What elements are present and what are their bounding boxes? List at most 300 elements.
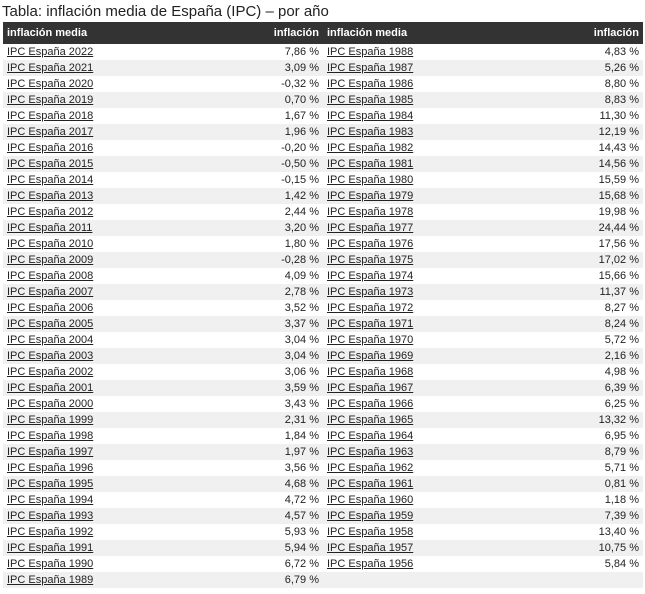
left-value-cell xyxy=(113,156,323,172)
inflation-value: 5,71 % xyxy=(604,462,639,474)
year-link[interactable]: IPC España 2011 xyxy=(7,222,93,234)
inflation-value: 4,57 % xyxy=(284,510,319,522)
left-value-cell xyxy=(113,508,323,524)
inflation-value: 2,16 % xyxy=(604,350,639,362)
table-title: Tabla: inflación media de España (IPC) – por año xyxy=(2,3,329,20)
right-label-cell xyxy=(323,236,433,252)
inflation-value: 1,97 % xyxy=(284,446,319,458)
inflation-value: 12,19 % xyxy=(598,126,639,138)
left-label-cell xyxy=(3,428,113,444)
inflation-value: 14,56 % xyxy=(598,158,639,170)
right-value-cell xyxy=(433,396,643,412)
left-value-cell xyxy=(113,428,323,444)
year-link[interactable]: IPC España 2007 xyxy=(7,286,94,298)
year-link[interactable]: IPC España 2008 xyxy=(7,270,94,282)
left-value-cell xyxy=(113,412,323,428)
left-label-cell xyxy=(3,444,113,460)
table-row xyxy=(3,252,643,268)
year-link[interactable]: IPC España 1988 xyxy=(327,46,414,58)
table-row xyxy=(3,492,643,508)
inflation-value: 8,27 % xyxy=(604,302,639,314)
inflation-value: 3,59 % xyxy=(284,382,319,394)
table-row xyxy=(3,284,643,300)
left-label-cell xyxy=(3,364,113,380)
right-value-cell xyxy=(433,428,643,444)
left-label-cell xyxy=(3,108,113,124)
year-link[interactable]: IPC España 1958 xyxy=(327,526,414,538)
right-value-cell xyxy=(433,124,643,140)
right-value-cell xyxy=(433,444,643,460)
year-link[interactable]: IPC España 1976 xyxy=(327,238,414,250)
right-label-cell xyxy=(323,252,433,268)
inflation-value: 3,37 % xyxy=(284,318,319,330)
left-value-cell xyxy=(113,268,323,284)
year-link[interactable]: IPC España 1983 xyxy=(327,126,414,138)
left-value-cell xyxy=(113,444,323,460)
right-label-cell xyxy=(323,508,433,524)
inflation-value: 7,39 % xyxy=(604,510,639,522)
right-label-cell xyxy=(323,204,433,220)
inflation-value: 4,09 % xyxy=(284,270,319,282)
year-link[interactable]: IPC España 1994 xyxy=(7,494,94,506)
inflation-value: 2,31 % xyxy=(284,414,319,426)
year-link[interactable]: IPC España 2020 xyxy=(7,78,94,90)
year-link[interactable]: IPC España 1966 xyxy=(327,398,414,410)
year-link[interactable]: IPC España 1990 xyxy=(7,558,94,570)
year-link[interactable]: IPC España 1985 xyxy=(327,94,414,106)
year-link[interactable]: IPC España 2000 xyxy=(7,398,94,410)
left-label-cell xyxy=(3,540,113,556)
left-label-cell xyxy=(3,460,113,476)
right-label-cell xyxy=(323,124,433,140)
right-label-cell xyxy=(323,300,433,316)
table-row xyxy=(3,172,643,188)
left-label-cell xyxy=(3,380,113,396)
right-label-cell xyxy=(323,284,433,300)
left-value-cell xyxy=(113,316,323,332)
table-row xyxy=(3,76,643,92)
right-value-cell xyxy=(433,332,643,348)
year-link[interactable]: IPC España 1973 xyxy=(327,286,414,298)
year-link[interactable]: IPC España 1989 xyxy=(7,574,94,586)
right-label-cell xyxy=(323,524,433,540)
left-label-cell xyxy=(3,172,113,188)
year-link[interactable]: IPC España 2009 xyxy=(7,254,94,266)
year-link[interactable]: IPC España 2022 xyxy=(7,46,94,58)
right-label-cell xyxy=(323,476,433,492)
table-row xyxy=(3,236,643,252)
left-value-cell xyxy=(113,492,323,508)
inflation-value: 1,84 % xyxy=(284,430,319,442)
inflation-value: -0,15 % xyxy=(281,174,319,186)
left-label-cell xyxy=(3,92,113,108)
right-value-cell xyxy=(433,204,643,220)
inflation-value: 3,04 % xyxy=(284,350,319,362)
left-label-cell xyxy=(3,508,113,524)
inflation-value: 5,84 % xyxy=(604,558,639,570)
right-label-cell xyxy=(323,44,433,60)
year-link[interactable]: IPC España 2003 xyxy=(7,350,94,362)
year-link[interactable]: IPC España 1968 xyxy=(327,366,414,378)
inflation-value: 3,06 % xyxy=(284,366,319,378)
left-label-cell xyxy=(3,44,113,60)
left-value-cell xyxy=(113,76,323,92)
inflation-value: 0,81 % xyxy=(604,478,639,490)
year-link[interactable]: IPC España 1959 xyxy=(327,510,414,522)
right-label-cell xyxy=(323,268,433,284)
left-value-cell xyxy=(113,172,323,188)
header-value-right: inflación xyxy=(433,22,643,44)
inflation-value: 6,95 % xyxy=(604,430,639,442)
table-row xyxy=(3,92,643,108)
right-value-cell xyxy=(433,284,643,300)
inflation-value: 3,04 % xyxy=(284,334,319,346)
year-link[interactable]: IPC España 1963 xyxy=(327,446,414,458)
table-row xyxy=(3,476,643,492)
left-label-cell xyxy=(3,60,113,76)
year-link[interactable]: IPC España 1957 xyxy=(327,542,414,554)
inflation-value: 8,80 % xyxy=(604,78,639,90)
right-value-cell xyxy=(433,220,643,236)
left-label-cell xyxy=(3,492,113,508)
right-value-cell xyxy=(433,188,643,204)
right-value-cell xyxy=(433,140,643,156)
inflation-value: 8,79 % xyxy=(604,446,639,458)
year-link[interactable]: IPC España 1978 xyxy=(327,206,414,218)
year-link[interactable]: IPC España 1984 xyxy=(327,110,414,122)
inflation-value: -0,20 % xyxy=(281,142,319,154)
right-value-cell xyxy=(433,252,643,268)
inflation-value: 5,26 % xyxy=(604,62,639,74)
right-value-cell xyxy=(433,156,643,172)
inflation-value: 6,39 % xyxy=(604,382,639,394)
inflation-value: 24,44 % xyxy=(598,222,639,234)
right-value-cell xyxy=(433,348,643,364)
left-value-cell xyxy=(113,204,323,220)
year-link[interactable]: IPC España 1986 xyxy=(327,78,414,90)
table-row xyxy=(3,220,643,236)
year-link[interactable]: IPC España 1999 xyxy=(7,414,94,426)
left-value-cell xyxy=(113,540,323,556)
left-value-cell xyxy=(113,236,323,252)
table-row xyxy=(3,124,643,140)
left-label-cell xyxy=(3,524,113,540)
year-link[interactable]: IPC España 2006 xyxy=(7,302,94,314)
table-row xyxy=(3,300,643,316)
left-value-cell xyxy=(113,140,323,156)
year-link[interactable]: IPC España 2005 xyxy=(7,318,94,330)
table-row xyxy=(3,572,643,588)
year-link[interactable]: IPC España 1977 xyxy=(327,222,414,234)
right-label-cell xyxy=(323,108,433,124)
inflation-value: 3,20 % xyxy=(284,222,319,234)
table-row xyxy=(3,460,643,476)
inflation-value: 6,25 % xyxy=(604,398,639,410)
year-link[interactable]: IPC España 1967 xyxy=(327,382,414,394)
inflation-value: 10,75 % xyxy=(598,542,639,554)
year-link[interactable]: IPC España 1975 xyxy=(327,254,414,266)
inflation-value: -0,28 % xyxy=(281,254,319,266)
year-link[interactable]: IPC España 2001 xyxy=(7,382,94,394)
inflation-value: -0,50 % xyxy=(281,158,319,170)
year-link[interactable]: IPC España 2019 xyxy=(7,94,94,106)
right-label-cell xyxy=(323,428,433,444)
year-link[interactable]: IPC España 1971 xyxy=(327,318,414,330)
inflation-value: 19,98 % xyxy=(598,206,639,218)
right-value-cell xyxy=(433,300,643,316)
inflation-value: 4,83 % xyxy=(604,46,639,58)
right-value-cell xyxy=(433,492,643,508)
left-label-cell xyxy=(3,252,113,268)
table-row xyxy=(3,364,643,380)
year-link[interactable]: IPC España 1996 xyxy=(7,462,94,474)
left-value-cell xyxy=(113,188,323,204)
left-value-cell xyxy=(113,124,323,140)
right-label-cell xyxy=(323,60,433,76)
inflation-value: 8,24 % xyxy=(604,318,639,330)
inflation-value: 1,67 % xyxy=(284,110,319,122)
right-value-cell xyxy=(433,268,643,284)
header-row xyxy=(3,22,643,44)
right-label-cell xyxy=(323,156,433,172)
table-row xyxy=(3,380,643,396)
inflation-value: 4,98 % xyxy=(604,366,639,378)
year-link[interactable]: IPC España 1980 xyxy=(327,174,414,186)
left-value-cell xyxy=(113,380,323,396)
right-label-cell xyxy=(323,540,433,556)
inflation-value: -0,32 % xyxy=(281,78,319,90)
left-value-cell xyxy=(113,92,323,108)
left-value-cell xyxy=(113,396,323,412)
table-row xyxy=(3,396,643,412)
left-label-cell xyxy=(3,76,113,92)
left-value-cell xyxy=(113,556,323,572)
inflation-value: 13,32 % xyxy=(598,414,639,426)
table-row xyxy=(3,188,643,204)
left-label-cell xyxy=(3,412,113,428)
right-label-cell xyxy=(323,412,433,428)
inflation-value: 11,30 % xyxy=(599,110,639,122)
left-label-cell xyxy=(3,124,113,140)
table-row xyxy=(3,332,643,348)
header-value-left: inflación xyxy=(113,22,323,44)
left-value-cell xyxy=(113,524,323,540)
table-row xyxy=(3,556,643,572)
right-label-cell xyxy=(323,492,433,508)
right-label-cell xyxy=(323,444,433,460)
year-link[interactable]: IPC España 1965 xyxy=(327,414,414,426)
left-value-cell xyxy=(113,60,323,76)
left-value-cell xyxy=(113,300,323,316)
year-link[interactable]: IPC España 2018 xyxy=(7,110,94,122)
inflation-value: 5,94 % xyxy=(284,542,319,554)
year-link[interactable]: IPC España 1974 xyxy=(327,270,414,282)
year-link[interactable]: IPC España 1979 xyxy=(327,190,414,202)
inflation-value: 7,86 % xyxy=(284,46,319,58)
right-value-cell xyxy=(433,380,643,396)
right-label-cell xyxy=(323,460,433,476)
right-value-cell xyxy=(433,236,643,252)
right-value-cell xyxy=(433,412,643,428)
inflation-value: 3,52 % xyxy=(284,302,319,314)
header-name-left: inflación media xyxy=(3,22,113,44)
left-value-cell xyxy=(113,348,323,364)
inflation-value: 11,37 % xyxy=(599,286,639,298)
left-label-cell xyxy=(3,348,113,364)
table-row xyxy=(3,444,643,460)
right-value-cell xyxy=(433,540,643,556)
right-value-cell xyxy=(433,476,643,492)
left-label-cell xyxy=(3,268,113,284)
year-link[interactable]: IPC España 1956 xyxy=(327,558,414,570)
left-label-cell xyxy=(3,156,113,172)
left-label-cell xyxy=(3,284,113,300)
left-label-cell xyxy=(3,220,113,236)
header-name-right: inflación media xyxy=(323,22,433,44)
left-value-cell xyxy=(113,220,323,236)
left-label-cell xyxy=(3,300,113,316)
inflation-value: 3,09 % xyxy=(284,62,319,74)
year-link[interactable]: IPC España 1981 xyxy=(327,158,414,170)
left-label-cell xyxy=(3,396,113,412)
inflation-value: 1,80 % xyxy=(284,238,319,250)
left-label-cell xyxy=(3,332,113,348)
right-value-cell xyxy=(433,556,643,572)
inflation-value: 5,93 % xyxy=(284,526,319,538)
table-row xyxy=(3,204,643,220)
inflation-value: 2,78 % xyxy=(284,286,319,298)
right-value-cell xyxy=(433,108,643,124)
year-link[interactable]: IPC España 2015 xyxy=(7,158,94,170)
year-link[interactable]: IPC España 1961 xyxy=(327,478,414,490)
table-row xyxy=(3,412,643,428)
right-label-cell xyxy=(323,92,433,108)
left-value-cell xyxy=(113,44,323,60)
right-value-cell xyxy=(433,508,643,524)
table-row xyxy=(3,140,643,156)
inflation-value: 1,96 % xyxy=(284,126,319,138)
inflation-value: 17,56 % xyxy=(598,238,639,250)
table-row xyxy=(3,508,643,524)
table-row xyxy=(3,268,643,284)
left-label-cell xyxy=(3,572,113,588)
year-link[interactable]: IPC España 1964 xyxy=(327,430,414,442)
left-value-cell xyxy=(113,284,323,300)
year-link[interactable]: IPC España 2014 xyxy=(7,174,94,186)
right-label-cell xyxy=(323,332,433,348)
right-label-cell xyxy=(323,140,433,156)
inflation-value: 6,72 % xyxy=(284,558,319,570)
right-label-cell xyxy=(323,380,433,396)
year-link[interactable]: IPC España 2013 xyxy=(7,190,94,202)
table-row xyxy=(3,524,643,540)
year-link[interactable]: IPC España 2010 xyxy=(7,238,94,250)
inflation-value: 14,43 % xyxy=(598,142,639,154)
inflation-value: 8,83 % xyxy=(604,94,639,106)
right-value-cell xyxy=(433,316,643,332)
year-link[interactable]: IPC España 1972 xyxy=(327,302,414,314)
right-label-cell xyxy=(323,316,433,332)
inflation-value: 15,68 % xyxy=(598,190,639,202)
right-label-cell xyxy=(323,76,433,92)
inflation-value: 1,18 % xyxy=(604,494,639,506)
table-row xyxy=(3,44,643,60)
table-row xyxy=(3,316,643,332)
left-value-cell xyxy=(113,476,323,492)
inflation-value: 0,70 % xyxy=(284,94,319,106)
right-value-cell xyxy=(433,364,643,380)
inflation-value: 15,59 % xyxy=(598,174,639,186)
inflation-value: 1,42 % xyxy=(284,190,319,202)
right-label-cell xyxy=(323,172,433,188)
left-value-cell xyxy=(113,364,323,380)
year-link[interactable]: IPC España 2021 xyxy=(7,62,94,74)
year-link[interactable]: IPC España 1982 xyxy=(327,142,414,154)
year-link[interactable]: IPC España 1995 xyxy=(7,478,94,490)
table-row xyxy=(3,60,643,76)
year-link[interactable]: IPC España 2002 xyxy=(7,366,94,378)
left-label-cell xyxy=(3,188,113,204)
inflation-value: 5,72 % xyxy=(604,334,639,346)
year-link[interactable]: IPC España 1997 xyxy=(7,446,94,458)
table-row xyxy=(3,108,643,124)
year-link[interactable]: IPC España 1969 xyxy=(327,350,414,362)
table-row xyxy=(3,428,643,444)
year-link[interactable]: IPC España 2012 xyxy=(7,206,94,218)
right-value-cell xyxy=(433,572,643,588)
right-value-cell xyxy=(433,460,643,476)
inflation-value: 15,66 % xyxy=(598,270,639,282)
left-label-cell xyxy=(3,204,113,220)
year-link[interactable]: IPC España 1991 xyxy=(7,542,94,554)
left-label-cell xyxy=(3,236,113,252)
year-link[interactable]: IPC España 1970 xyxy=(327,334,414,346)
year-link[interactable]: IPC España 1998 xyxy=(7,430,94,442)
right-label-cell xyxy=(323,396,433,412)
year-link[interactable]: IPC España 2017 xyxy=(7,126,94,138)
left-label-cell xyxy=(3,476,113,492)
inflation-value: 6,79 % xyxy=(284,574,319,586)
year-link[interactable]: IPC España 1962 xyxy=(327,462,414,474)
inflation-value: 4,72 % xyxy=(284,494,319,506)
year-link[interactable]: IPC España 1960 xyxy=(327,494,414,506)
inflation-value: 13,40 % xyxy=(598,526,639,538)
right-label-cell xyxy=(323,188,433,204)
right-value-cell xyxy=(433,172,643,188)
right-label-cell xyxy=(323,364,433,380)
left-label-cell xyxy=(3,316,113,332)
year-link[interactable]: IPC España 2004 xyxy=(7,334,94,346)
right-value-cell xyxy=(433,524,643,540)
left-value-cell xyxy=(113,572,323,588)
table-row xyxy=(3,156,643,172)
year-link[interactable]: IPC España 2016 xyxy=(7,142,94,154)
left-value-cell xyxy=(113,252,323,268)
right-label-cell xyxy=(323,348,433,364)
year-link[interactable]: IPC España 1993 xyxy=(7,510,94,522)
year-link[interactable]: IPC España 1987 xyxy=(327,62,414,74)
year-link[interactable]: IPC España 1992 xyxy=(7,526,94,538)
inflation-value: 4,68 % xyxy=(284,478,319,490)
table-row xyxy=(3,540,643,556)
inflation-value: 3,56 % xyxy=(284,462,319,474)
left-value-cell xyxy=(113,332,323,348)
inflation-value: 3,43 % xyxy=(284,398,319,410)
right-value-cell xyxy=(433,76,643,92)
right-value-cell xyxy=(433,44,643,60)
left-label-cell xyxy=(3,556,113,572)
left-value-cell xyxy=(113,108,323,124)
